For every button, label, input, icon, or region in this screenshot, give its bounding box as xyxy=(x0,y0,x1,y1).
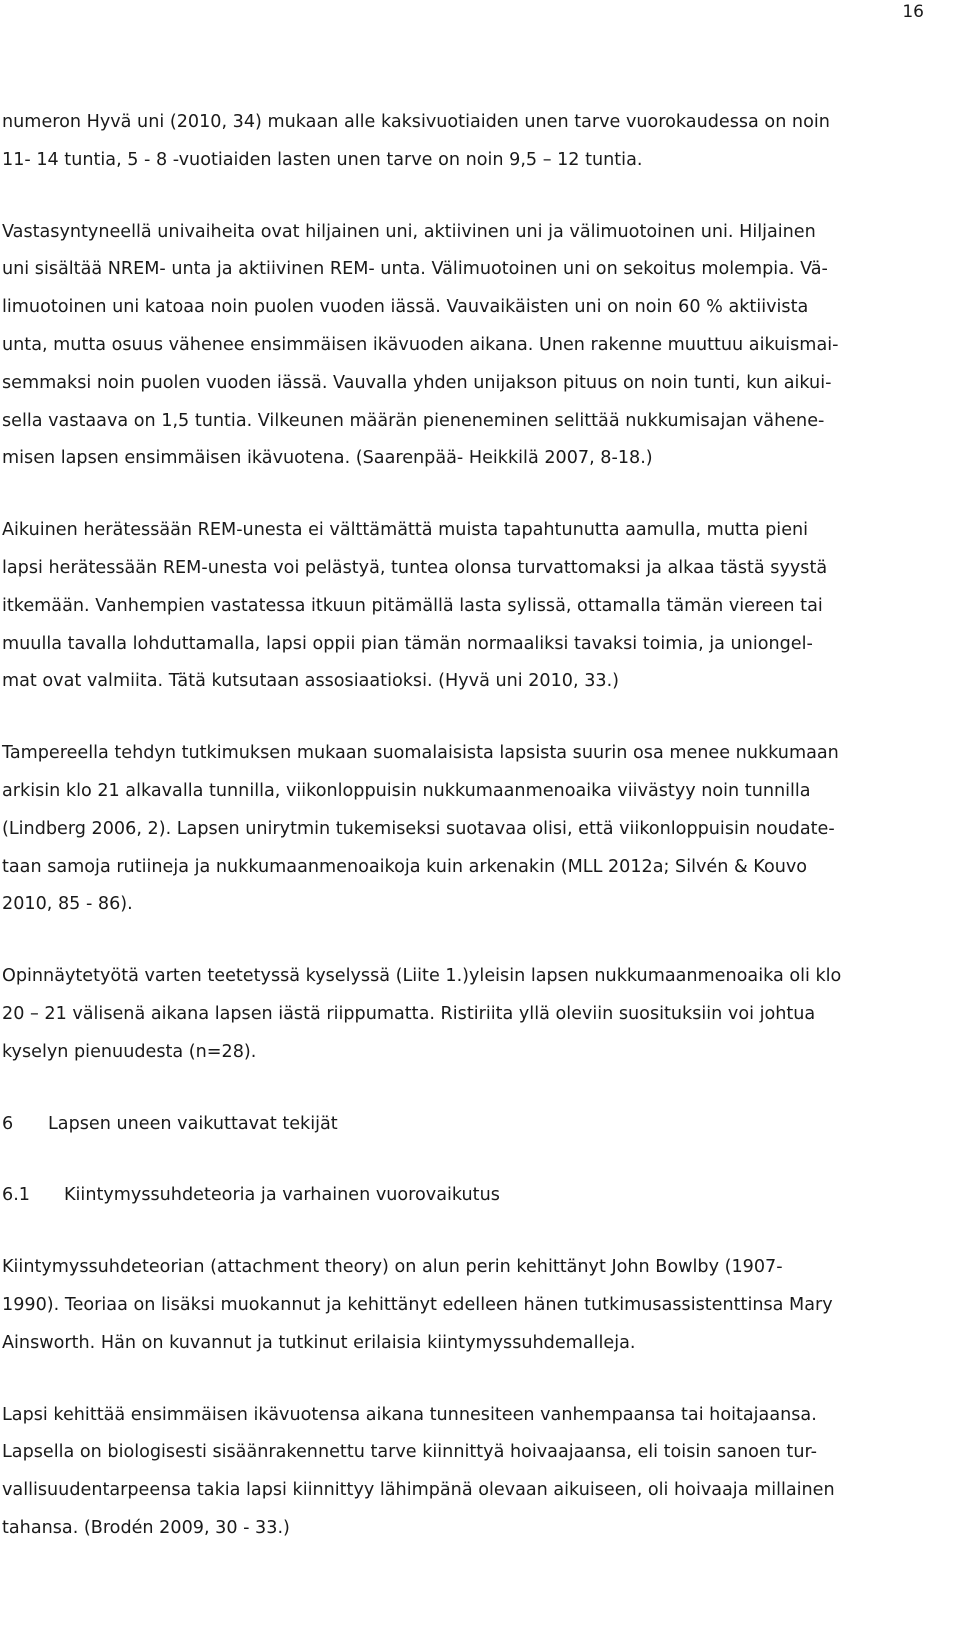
section-heading xyxy=(2,1106,937,1144)
text-line: taan samoja rutiineja ja nukkumaanmenoaikoja kuin arkenakin (MLL 2012a; Silvén & Kouvo xyxy=(2,856,808,877)
text-line: Vastasyntyneellä univaiheita ovat hiljainen uni, aktiivinen uni ja välimuotoinen uni. Hiljainen xyxy=(2,221,816,242)
document-body xyxy=(2,104,937,1548)
text-line: unta, mutta osuus vähenee ensimmäisen ikävuoden aikana. Unen rakenne muuttuu aikuismai- xyxy=(2,334,839,355)
text-line: Kiintymyssuhdeteorian (attachment theory) on alun perin kehittänyt John Bowlby (1907- xyxy=(2,1257,783,1278)
text-line: 20 – 21 välisenä aikana lapsen iästä riippumatta. Ristiriita yllä oleviin suosituksiin voi johtua xyxy=(2,1003,816,1024)
text-line: semmaksi noin puolen vuoden iässä. Vauvalla yhden unijakson pituus on noin tunti, kun aikui- xyxy=(2,372,832,393)
text-line: uni sisältää NREM- unta ja aktiivinen REM- unta. Välimuotoinen uni on sekoitus molempia. Vä- xyxy=(2,259,828,280)
text-line: numeron Hyvä uni (2010, 34) mukaan alle kaksivuotiaiden unen tarve vuorokaudessa on noin xyxy=(2,112,830,132)
text-line: vallisuudentarpeensa takia lapsi kiinnittyy lähimpänä olevaan aikuiseen, oli hoivaaja millainen xyxy=(2,1480,835,1501)
text-line: lapsi herätessään REM-unesta voi pelästyä, tuntea olonsa turvattomaksi ja alkaa tästä syystä xyxy=(2,557,828,578)
paragraph xyxy=(2,104,937,180)
text-line: Tampereella tehdyn tutkimuksen mukaan suomalaisista lapsista suurin osa menee nukkumaan xyxy=(2,743,839,764)
section-number: 6 xyxy=(2,1113,14,1134)
page-number: 16 xyxy=(902,2,924,22)
subsection-heading xyxy=(2,1177,937,1215)
text-line: sella vastaava on 1,5 tuntia. Vilkeunen määrän pieneneminen selittää nukkumisajan vähene- xyxy=(2,410,825,431)
paragraph xyxy=(2,1249,937,1362)
paragraph xyxy=(2,512,937,701)
section-title: Lapsen uneen vaikuttavat tekijät xyxy=(48,1113,338,1134)
text-line: Lapsella on biologisesti sisäänrakennettu tarve kiinnittyä hoivaajaansa, eli toisin sanoen tur- xyxy=(2,1442,817,1463)
text-line: kyselyn pienuudesta (n=28). xyxy=(2,1041,257,1062)
text-line: 1990). Teoriaa on lisäksi muokannut ja kehittänyt edelleen hänen tutkimusassistenttinsa Mary xyxy=(2,1294,833,1315)
text-line: Aikuinen herätessään REM-unesta ei välttämättä muista tapahtunutta aamulla, mutta pieni xyxy=(2,520,809,541)
text-line: (Lindberg 2006, 2). Lapsen unirytmin tukemiseksi suotavaa olisi, että viikonloppuisin noudate- xyxy=(2,818,835,839)
text-line: mat ovat valmiita. Tätä kutsutaan assosiaatioksi. (Hyvä uni 2010, 33.) xyxy=(2,671,620,692)
text-line: tahansa. (Brodén 2009, 30 - 33.) xyxy=(2,1517,290,1538)
subsection-number: 6.1 xyxy=(2,1185,30,1206)
paragraph xyxy=(2,214,937,479)
text-line: limuotoinen uni katoaa noin puolen vuoden iässä. Vauvaikäisten uni on noin 60 % aktiivista xyxy=(2,297,809,318)
text-line: 11- 14 tuntia, 5 - 8 -vuotiaiden lasten unen tarve on noin 9,5 – 12 tuntia. xyxy=(2,149,643,170)
paragraph xyxy=(2,1397,937,1548)
text-line: Ainsworth. Hän on kuvannut ja tutkinut erilaisia kiintymyssuhdemalleja. xyxy=(2,1332,636,1353)
paragraph xyxy=(2,735,937,924)
subsection-title: Kiintymyssuhdeteoria ja varhainen vuorovaikutus xyxy=(64,1185,500,1206)
text-line: itkemään. Vanhempien vastatessa itkuun pitämällä lasta sylissä, ottamalla tämän viereen tai xyxy=(2,595,823,616)
text-line: muulla tavalla lohduttamalla, lapsi oppii pian tämän normaaliksi tavaksi toimia, ja uniongel- xyxy=(2,633,813,654)
paragraph xyxy=(2,958,937,1071)
text-line: misen lapsen ensimmäisen ikävuotena. (Saarenpää- Heikkilä 2007, 8-18.) xyxy=(2,448,653,469)
text-line: Lapsi kehittää ensimmäisen ikävuotensa aikana tunnesiteen vanhempaansa tai hoitajaansa. xyxy=(2,1404,817,1425)
text-line: 2010, 85 - 86). xyxy=(2,894,133,915)
text-line: Opinnäytetyötä varten teetetyssä kyselyssä (Liite 1.)yleisin lapsen nukkumaanmenoaika oli klo xyxy=(2,966,842,987)
text-line: arkisin klo 21 alkavalla tunnilla, viikonloppuisin nukkumaanmenoaika viivästyy noin tunnilla xyxy=(2,780,811,801)
